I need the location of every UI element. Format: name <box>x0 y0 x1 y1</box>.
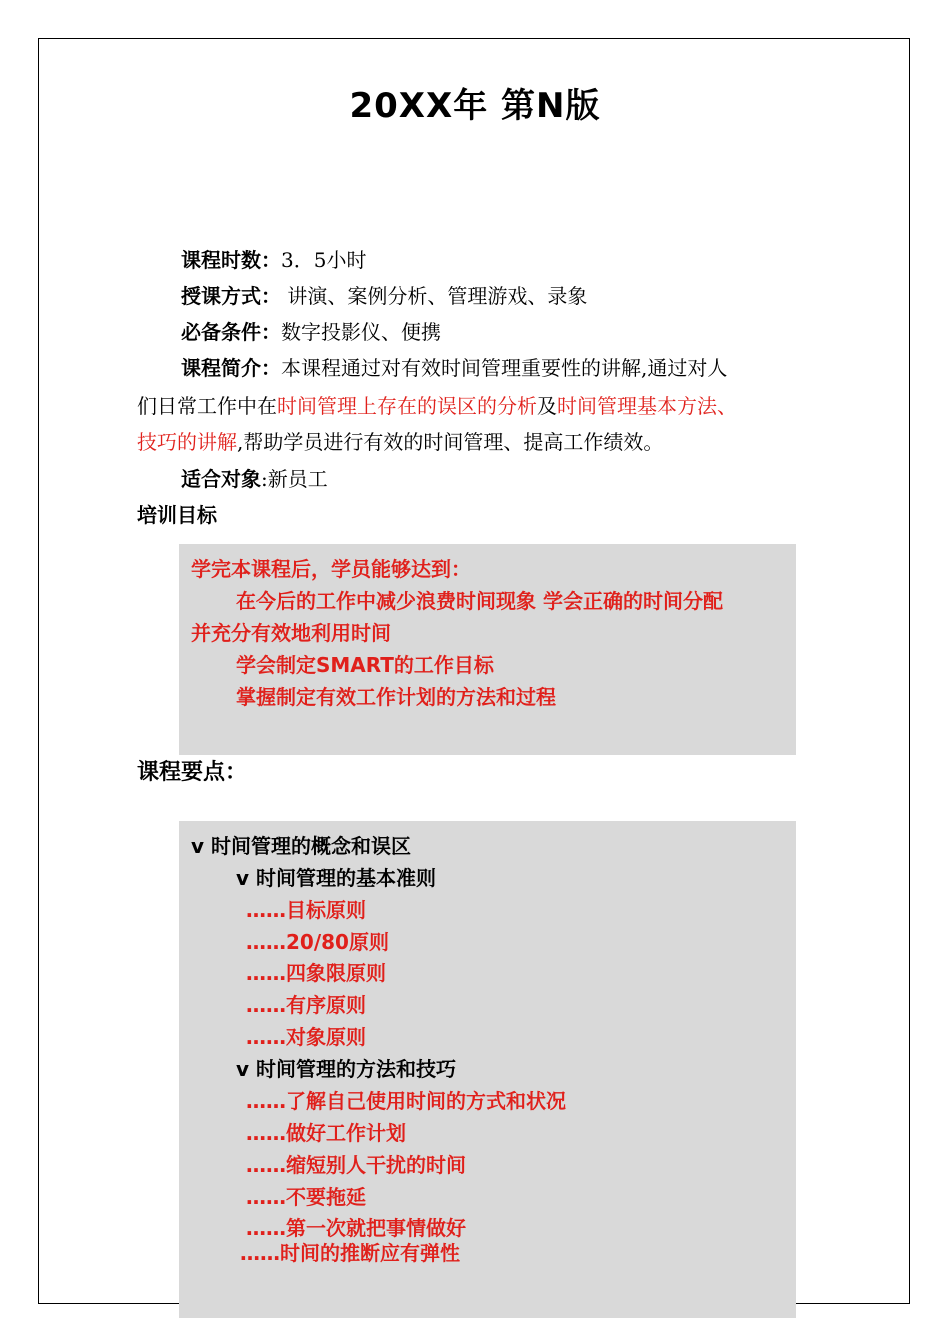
method-item: ……缩短别人干扰的时间 <box>246 1153 466 1177</box>
course-intro-line3 <box>137 429 663 455</box>
principle-item: ……对象原则 <box>246 1025 366 1049</box>
course-intro-highlight1: 时间管理上存在的误区的分析 <box>277 394 537 418</box>
course-intro-line1 <box>181 355 727 381</box>
document-title: 20XX年 第N版 <box>349 86 601 126</box>
method-item: ……做好工作计划 <box>246 1121 406 1145</box>
method-item-last: ……时间的推断应有弹性 <box>240 1241 460 1265</box>
course-points-heading: 课程要点： <box>137 760 248 785</box>
training-goals-heading: 培训目标 <box>137 503 217 527</box>
course-intro-highlight2: 时间管理基本方法、 <box>557 394 737 418</box>
principle-item: ……四象限原则 <box>246 961 386 985</box>
course-intro-text2a: 们日常工作中在 <box>137 394 277 418</box>
course-hours-value: 3．5小时 <box>281 248 367 272</box>
target-audience <box>181 466 328 492</box>
requirements-label: 必备条件： <box>181 320 281 344</box>
goal-item-2: 学会制定SMART的工作目标 <box>236 653 494 677</box>
method-item: ……了解自己使用时间的方式和状况 <box>246 1089 566 1113</box>
goal-item-1-line1: 在今后的工作中减少浪费时间现象 学会正确的时间分配 <box>236 589 723 613</box>
course-intro-text1: 本课程通过对有效时间管理重要性的讲解,通过对人 <box>281 356 728 380</box>
teaching-method-value: 讲演、案例分析、管理游戏、录象 <box>281 284 588 308</box>
requirements-value: 数字投影仪、便携 <box>281 320 441 344</box>
points-section-2: v 时间管理的基本准则 <box>236 866 436 890</box>
goal-item-3: 掌握制定有效工作计划的方法和过程 <box>236 685 556 709</box>
goal-item-1-line2: 并充分有效地利用时间 <box>191 621 391 645</box>
method-item: ……不要拖延 <box>246 1185 366 1209</box>
target-audience-value: :新员工 <box>261 467 328 491</box>
target-audience-label: 适合对象 <box>181 467 261 491</box>
course-intro-highlight3: 技巧的讲解 <box>137 430 237 454</box>
principle-item: ……20/80原则 <box>246 930 389 954</box>
principle-item: ……有序原则 <box>246 993 366 1017</box>
teaching-method-label: 授课方式： <box>181 284 281 308</box>
points-section-1: v 时间管理的概念和误区 <box>191 834 411 858</box>
course-intro-line2 <box>137 393 737 419</box>
course-intro-text2c: 及 <box>537 394 557 418</box>
goals-intro: 学完本课程后，学员能够达到： <box>191 557 471 581</box>
course-intro-label: 课程简介： <box>181 356 281 380</box>
points-section-3: v 时间管理的方法和技巧 <box>236 1057 456 1081</box>
teaching-method <box>181 283 587 309</box>
course-intro-text3b: ,帮助学员进行有效的时间管理、提高工作绩效。 <box>237 430 664 454</box>
course-hours <box>181 247 366 273</box>
principle-item: ……目标原则 <box>246 898 366 922</box>
method-item: ……第一次就把事情做好 <box>246 1216 466 1240</box>
course-hours-label: 课程时数： <box>181 248 281 272</box>
requirements <box>181 319 441 345</box>
